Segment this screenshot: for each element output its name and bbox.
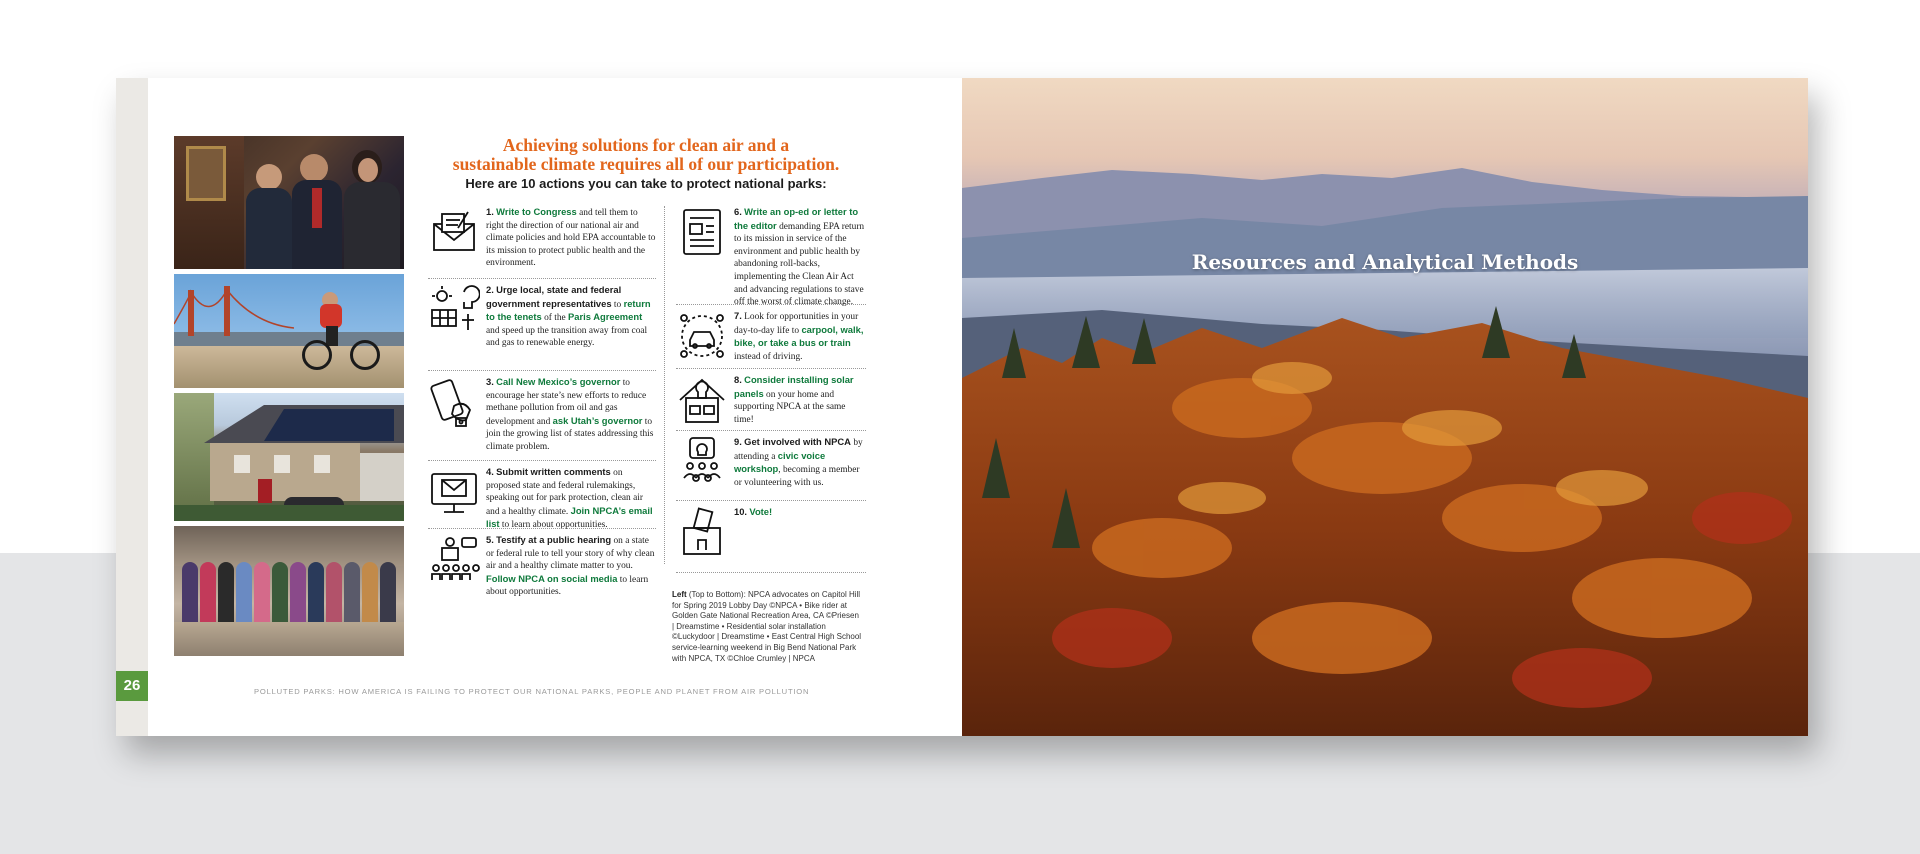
phone-call-icon bbox=[428, 376, 480, 428]
action-3-number: 3. bbox=[486, 376, 494, 387]
action-2-body-a: to bbox=[611, 299, 624, 310]
action-5-body-a: on a state or federal rule to tell your story of why clean air and a healthy climate matter to you. bbox=[486, 536, 655, 572]
action-7-number: 7. bbox=[734, 310, 742, 321]
action-4-body-b: to learn about opportunities. bbox=[499, 520, 608, 531]
action-6-link[interactable]: Write an op-ed or letter to the editor bbox=[734, 206, 859, 231]
action-2-link-tenets[interactable]: return to the tenets bbox=[486, 297, 651, 323]
action-10-text bbox=[734, 506, 772, 520]
action-9-body-a: by attending a bbox=[734, 438, 863, 462]
action-9-strong: Get involved with NPCA bbox=[744, 436, 851, 447]
action-2-link-paris[interactable]: Paris Agreement bbox=[568, 311, 643, 323]
action-8-number: 8. bbox=[734, 374, 742, 385]
action-2-body-c: and speed up the transition away from coal and gas to renewable energy. bbox=[486, 325, 648, 349]
action-3-link-utah[interactable]: ask Utah’s governor bbox=[552, 414, 643, 426]
action-5-body-b: to learn about opportunities. bbox=[486, 574, 649, 598]
action-7-link[interactable]: carpool, walk, bike, or take a bus or train bbox=[734, 323, 864, 349]
action-6-text bbox=[734, 206, 866, 309]
solar-roof bbox=[204, 401, 404, 451]
photo-big-bend-students bbox=[174, 526, 404, 656]
action-8-body: on your home and supporting NPCA at the same time! bbox=[734, 389, 846, 425]
action-7-text bbox=[734, 310, 866, 363]
action-2 bbox=[428, 284, 656, 350]
action-6 bbox=[676, 206, 866, 309]
photo-capitol-hill bbox=[174, 136, 404, 269]
solar-home-icon bbox=[676, 374, 728, 426]
action-8-link[interactable]: Consider installing solar panels bbox=[734, 374, 854, 399]
action-1 bbox=[428, 206, 656, 270]
actions-heading bbox=[416, 136, 876, 174]
action-separator bbox=[676, 572, 866, 573]
community-idea-icon bbox=[676, 436, 728, 488]
computer-email-icon bbox=[428, 466, 480, 518]
action-4-body-a: on proposed state and federal rulemakings, speaking out for park protection, clean air and a healthy climate. bbox=[486, 468, 643, 517]
action-4-strong: Submit written comments bbox=[496, 466, 611, 477]
newspaper-icon bbox=[676, 206, 728, 258]
photo-golden-gate-bike-rider bbox=[174, 274, 404, 388]
action-9-body-b: , becoming a member or volunteering with us. bbox=[734, 465, 860, 488]
action-separator bbox=[428, 460, 656, 461]
mountain-landscape bbox=[962, 78, 1808, 736]
action-separator bbox=[676, 430, 866, 431]
action-5-link-social[interactable]: Follow NPCA on social media bbox=[486, 572, 618, 584]
action-6-body: demanding EPA return to its mission in service of the environment and public health by abandoning roll-backs, implementing the Clean Air Act and advancing regulations to stave off the worst of climate change. bbox=[734, 221, 865, 308]
public-hearing-icon bbox=[428, 534, 480, 586]
bridge-cables bbox=[174, 284, 294, 334]
action-1-link[interactable]: Write to Congress bbox=[496, 206, 577, 217]
action-7-body-a: Look for opportunities in your day-to-day life to bbox=[734, 312, 859, 336]
action-4-text bbox=[486, 466, 656, 532]
action-separator bbox=[676, 304, 866, 305]
action-9-text bbox=[734, 436, 866, 489]
action-separator bbox=[428, 528, 656, 529]
action-10 bbox=[676, 506, 866, 558]
action-10-link[interactable]: Vote! bbox=[749, 506, 773, 517]
action-3-body-b: to join the growing list of states addressing this climate problem. bbox=[486, 416, 654, 452]
action-separator bbox=[676, 368, 866, 369]
photo-credits bbox=[672, 590, 862, 664]
renewable-energy-icon bbox=[428, 284, 480, 336]
action-7 bbox=[676, 310, 866, 363]
action-6-number: 6. bbox=[734, 206, 742, 217]
photo-residential-solar-house bbox=[174, 393, 404, 521]
left-page bbox=[116, 78, 962, 736]
section-title: Resources and Analytical Methods bbox=[1191, 250, 1579, 274]
page-edge-strip bbox=[116, 78, 148, 736]
action-3-text bbox=[486, 376, 656, 454]
action-separator bbox=[676, 500, 866, 501]
heading-line-2: sustainable climate requires all of our participation. bbox=[452, 154, 840, 174]
action-8 bbox=[676, 374, 866, 426]
action-1-body: and tell them to right the direction of our national air and climate policies and hold EPA accountable to its mission to protect public health and the environment. bbox=[486, 208, 656, 269]
action-5-number: 5. bbox=[486, 534, 494, 545]
action-2-body-b: of the bbox=[541, 313, 569, 324]
action-separator bbox=[428, 278, 656, 279]
running-footer: POLLUTED PARKS: HOW AMERICA IS FAILING TO PROTECT OUR NATIONAL PARKS, PEOPLE AND PLANET FROM AIR POLLUTION bbox=[254, 687, 810, 696]
action-5 bbox=[428, 534, 656, 599]
credit-label: Left bbox=[672, 590, 687, 599]
action-1-number: 1. bbox=[486, 206, 494, 217]
page-number: 26 bbox=[116, 671, 148, 701]
actions-subheading: Here are 10 actions you can take to protect national parks: bbox=[465, 176, 827, 191]
carpool-icon bbox=[676, 310, 728, 362]
action-3-link-nm[interactable]: Call New Mexico’s governor bbox=[496, 376, 621, 387]
action-9 bbox=[676, 436, 866, 489]
action-4-number: 4. bbox=[486, 466, 494, 477]
action-4-link-email-list[interactable]: Join NPCA’s email list bbox=[486, 504, 653, 530]
right-page-landscape-photo bbox=[962, 78, 1808, 736]
action-10-number: 10. bbox=[734, 506, 748, 517]
action-8-text bbox=[734, 374, 866, 426]
action-2-text bbox=[486, 284, 656, 350]
action-5-strong: Testify at a public hearing bbox=[496, 534, 612, 545]
action-9-link[interactable]: civic voice workshop bbox=[734, 449, 826, 475]
ballot-box-icon bbox=[676, 506, 728, 558]
action-7-body-b: instead of driving. bbox=[734, 351, 803, 362]
action-3 bbox=[428, 376, 656, 454]
action-2-number: 2. bbox=[486, 284, 494, 295]
action-5-text bbox=[486, 534, 656, 599]
letter-envelope-icon bbox=[428, 206, 480, 258]
action-4 bbox=[428, 466, 656, 532]
action-2-strong: Urge local, state and federal government representatives bbox=[486, 284, 622, 309]
credit-text: (Top to Bottom): NPCA advocates on Capitol Hill for Spring 2019 Lobby Day ©NPCA • Bike rider at Golden Gate National Recreation Area, CA ©Priesen | Dreamstime • Residential solar installation ©Luckydoor | Dreamstime • East Central High School service-learning weekend in Big Bend National Park with NPCA, TX ©Chloe Crumley | NPCA bbox=[672, 590, 862, 663]
heading-line-1: Achieving solutions for clean air and a bbox=[502, 135, 790, 155]
action-3-body-a: to encourage her state’s new efforts to reduce methane pollution from oil and gas development and bbox=[486, 378, 647, 427]
action-1-text bbox=[486, 206, 656, 270]
action-9-number: 9. bbox=[734, 436, 742, 447]
column-divider bbox=[664, 206, 665, 564]
action-separator bbox=[428, 370, 656, 371]
